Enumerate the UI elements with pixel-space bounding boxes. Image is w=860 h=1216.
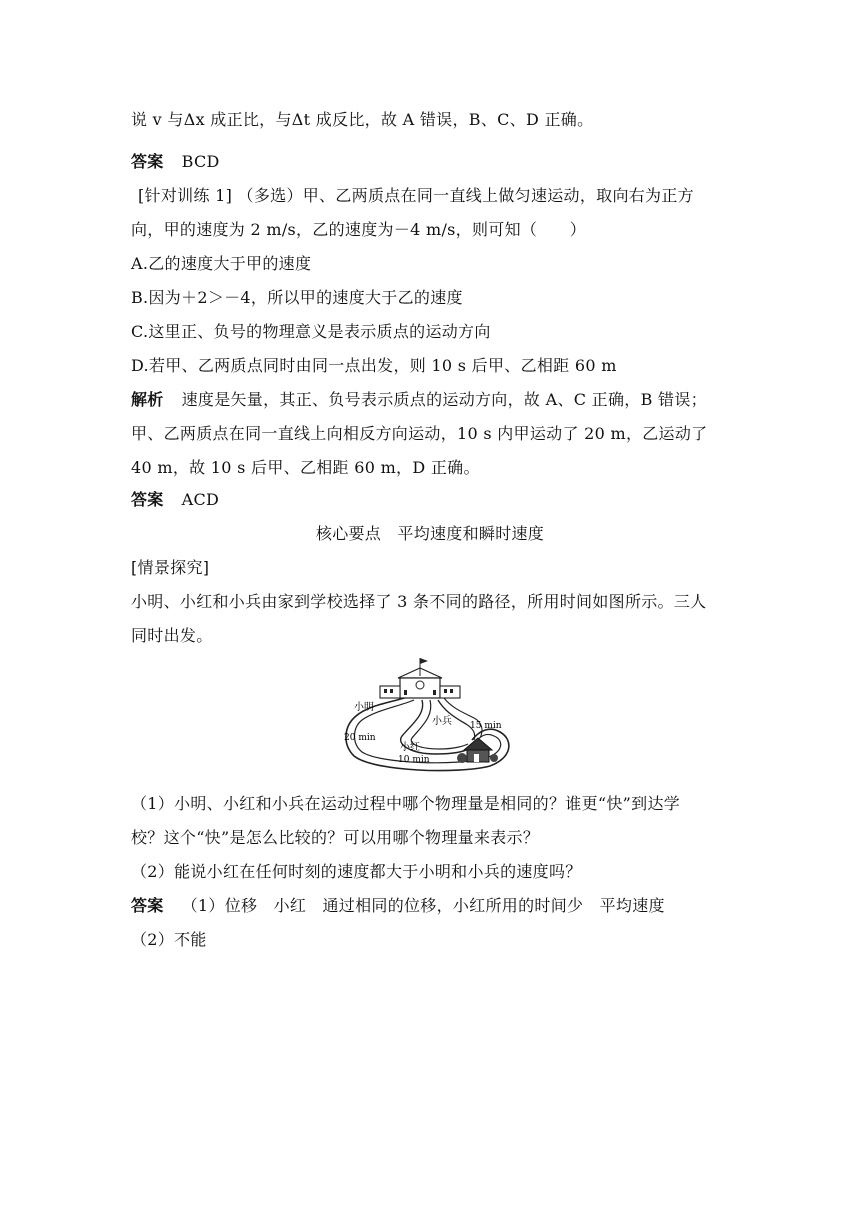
- analysis-text: 速度是矢量，其正、负号表示质点的运动方向，故 A、C 正确，B 错误；: [181, 390, 707, 409]
- option-b: B.因为＋2＞－4，所以甲的速度大于乙的速度: [131, 288, 463, 307]
- analysis-line-3: 40 m，故 10 s 后甲、乙相距 60 m，D 正确。: [131, 458, 480, 477]
- option-d: D.若甲、乙两质点同时由同一点出发，则 10 s 后甲、乙相距 60 m: [131, 356, 617, 375]
- text-line: 说 v 与Δx 成正比，与Δt 成反比，故 A 错误，B、C、D 正确。: [131, 110, 594, 129]
- question-line: [138, 186, 694, 206]
- analysis-label: 解析: [131, 390, 164, 409]
- answer-line-2: [131, 490, 219, 510]
- scene-heading: [情景探究]: [131, 558, 210, 577]
- answer-text: （1）位移 小红 通过相同的位移，小红所用的时间少 平均速度: [181, 896, 665, 915]
- answer-line-3: [131, 896, 665, 916]
- question-1-line-2: 校？这个“快”是怎么比较的？可以用哪个物理量来表示？: [131, 828, 540, 847]
- analysis-line-1: [131, 390, 707, 410]
- section-title: 核心要点 平均速度和瞬时速度: [315, 524, 545, 543]
- time-xiaoming: 20 min: [344, 733, 376, 743]
- time-xiaohong: 10 min: [398, 755, 430, 765]
- route-illustration: [340, 654, 520, 778]
- school-icon: [380, 658, 460, 698]
- training-title: [针对训练 1]: [138, 186, 233, 205]
- question-1-line-1: （1）小明、小红和小兵在运动过程中哪个物理量是相同的？谁更“快”到达学: [131, 794, 681, 813]
- scene-line-1: 小明、小红和小兵由家到学校选择了 3 条不同的路径，所用时间如图所示。三人: [131, 592, 707, 611]
- question-line-2: 向，甲的速度为 2 m/s，乙的速度为－4 m/s，则可知（ ）: [131, 220, 587, 239]
- answer-value: ACD: [181, 490, 220, 509]
- answer-value: BCD: [181, 152, 220, 171]
- answer-label: 答案: [131, 490, 164, 509]
- label-xiaobing: 小兵: [432, 716, 452, 727]
- label-xiaohong: 小红: [400, 742, 420, 753]
- answer-label: 答案: [131, 896, 164, 915]
- time-xiaobing: 15 min: [470, 721, 502, 731]
- label-xiaoming: 小明: [354, 702, 374, 713]
- option-c: C.这里正、负号的物理意义是表示质点的运动方向: [131, 322, 491, 341]
- scene-line-2: 同时出发。: [131, 626, 213, 645]
- house-icon: [457, 738, 498, 763]
- question-text: （多选）甲、乙两质点在同一直线上做匀速运动，取向右为正方: [237, 186, 694, 205]
- question-2: （2）能说小红在任何时刻的速度都大于小明和小兵的速度吗？: [131, 862, 582, 881]
- answer-label: 答案: [131, 152, 164, 171]
- analysis-line-2: 甲、乙两质点在同一直线上向相反方向运动，10 s 内甲运动了 20 m，乙运动了: [131, 424, 708, 443]
- answer-line-4: （2）不能: [131, 930, 207, 949]
- answer-line: [131, 152, 220, 172]
- option-a: A.乙的速度大于甲的速度: [131, 254, 312, 273]
